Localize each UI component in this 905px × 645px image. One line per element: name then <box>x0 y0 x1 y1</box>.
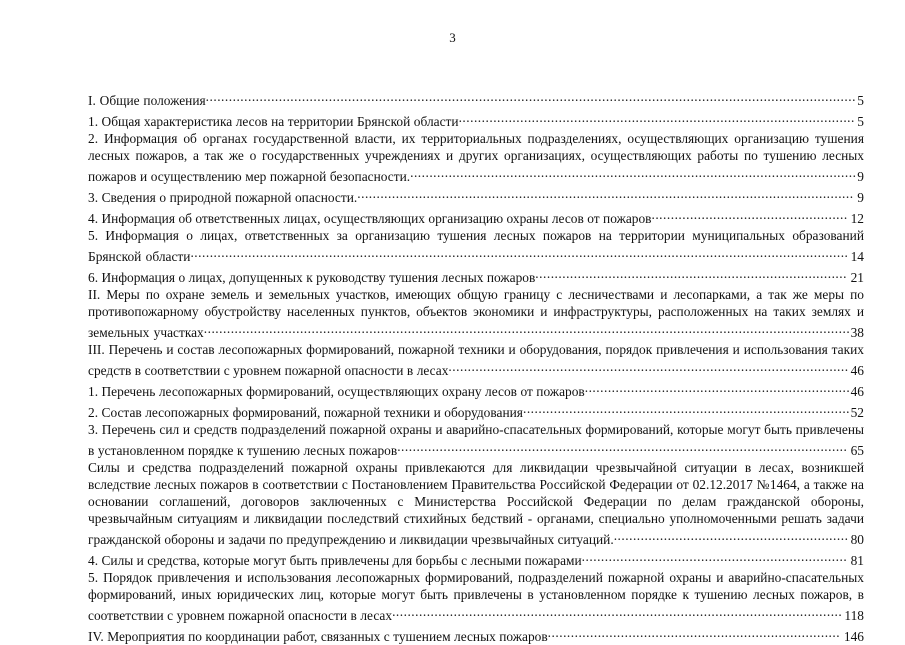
dot-leader: ..................................................................................................................... <box>397 439 848 454</box>
toc-entry-page: 146 <box>843 629 864 644</box>
toc-entry-title: 5. Информация о лицах, ответственных за организацию тушения лесных пожаров на территории муниципальных образований Брянской области <box>88 228 864 264</box>
toc-entry-title: 1. Общая характеристика лесов на территории Брянской области <box>88 114 459 129</box>
toc-entry-page: 9 <box>857 190 864 205</box>
dot-leader: ............................................................................ <box>547 625 841 640</box>
dot-leader: ................................................... <box>651 207 848 222</box>
dot-leader: ............................................................. <box>613 528 849 543</box>
toc-entry-title: 5. Порядок привлечения и использования лесопожарных формирований, подразделений пожарной охраны и аварийно-спасательных формирований, иных юридических лиц, которые могут быть привлечены в установленном порядке к тушению лесных пожаров, в соответствии с уровнем пожарной опасности в лесах <box>88 570 864 623</box>
toc-entry[interactable] <box>88 265 864 286</box>
toc-entry-title: 4. Информация об ответственных лицах, осуществляющих организацию охраны лесов от пожаров <box>88 211 652 226</box>
toc-entry[interactable] <box>88 185 864 206</box>
toc-entry[interactable] <box>88 400 864 421</box>
toc-entry-title: Силы и средства подразделений пожарной охраны привлекаются для ликвидации чрезвычайной ситуации в лесах, возникшей вследствие лесных пожаров в соответствии с Постановлением Правительства Российской Федерации от 02.12.2017 №1464, а также на основании соглашений, договоров заключенных с Министерства Российской Федерации по делам гражданской обороны, чрезвычайным ситуациям и ликвидации последствий стихийных бедствий - органами, специально уполномоченными решать задачи гражданской обороны и задачи по предупреждению и ликвидации чрезвычайных ситуаций. <box>88 460 864 547</box>
dot-leader: ........................................................................................................................................................................ <box>203 321 851 336</box>
toc-entry-title: II. Меры по охране земель и земельных участков, имеющих общую границу с лесничествами и лесопарками, а так же меры по противопожарному обустройству населенных пунктов, объектов экономики и инфраструктуры, расположенных на таких землях и земельных участках <box>88 287 864 340</box>
dot-leader: ..................................................................... <box>584 380 851 395</box>
toc-entry[interactable] <box>88 459 864 548</box>
toc-entry-page: 81 <box>850 553 864 568</box>
dot-leader: ........................................................................................................................................................................... <box>190 245 849 260</box>
toc-entry[interactable] <box>88 206 864 227</box>
dot-leader: .................................................................................................................... <box>410 165 857 180</box>
toc-entry[interactable] <box>88 341 864 379</box>
toc-entry-page: 52 <box>850 405 864 420</box>
toc-entry-title: I. Общие положения <box>88 93 206 108</box>
toc-entry-title: III. Перечень и состав лесопожарных формирований, пожарной техники и оборудования, порядок привлечения и использования таких средств в соответствии с уровнем пожарной опасности в лесах <box>88 342 864 378</box>
dot-leader: ..................................................................... <box>581 549 848 564</box>
toc-entry[interactable] <box>88 88 864 109</box>
toc-entry-title: 3. Сведения о природной пожарной опасности. <box>88 190 358 205</box>
dot-leader: ..................................................................................... <box>522 401 851 416</box>
page-number: 3 <box>449 30 456 45</box>
toc-entry-page: 14 <box>850 249 864 264</box>
table-of-contents <box>88 88 864 645</box>
dot-leader: ................................................................................. <box>535 266 847 281</box>
toc-entry-title: 1. Перечень лесопожарных формирований, осуществляющих охрану лесов от пожаров <box>88 384 585 399</box>
toc-entry-page: 80 <box>850 532 864 547</box>
toc-entry-title: 6. Информация о лицах, допущенных к руководству тушения лесных пожаров <box>88 270 536 285</box>
toc-entry-title: IV. Мероприятия по координации работ, связанных с тушением лесных пожаров <box>88 629 548 644</box>
toc-entry-title: 4. Силы и средства, которые могут быть привлечены для борьбы с лесными пожарами <box>88 553 582 568</box>
toc-entry-page: 46 <box>850 384 864 399</box>
toc-entry-page: 21 <box>850 270 864 285</box>
toc-entry[interactable] <box>88 130 864 185</box>
toc-entry[interactable] <box>88 548 864 569</box>
toc-entry[interactable] <box>88 421 864 459</box>
toc-entry[interactable] <box>88 286 864 341</box>
dot-leader: ......................................................................................................................................................................... <box>205 89 856 104</box>
dot-leader: ..................................................................................................................... <box>392 604 843 619</box>
toc-entry-page: 5 <box>857 93 864 108</box>
toc-entry-title: 2. Состав лесопожарных формирований, пожарной техники и оборудования <box>88 405 523 420</box>
toc-entry-page: 12 <box>850 211 864 226</box>
toc-entry-title: 3. Перечень сил и средств подразделений пожарной охраны и аварийно-спасательных формирований, которые могут быть привлечены в установленном порядке к тушению лесных пожаров <box>88 422 864 458</box>
toc-entry[interactable] <box>88 379 864 400</box>
dot-leader: ........................................................................................................ <box>448 359 849 374</box>
dot-leader: ................................................................................................................................. <box>357 186 854 201</box>
toc-entry-page: 5 <box>857 114 864 129</box>
toc-entry[interactable] <box>88 624 864 645</box>
dot-leader: ....................................................................................................... <box>458 110 855 125</box>
toc-entry[interactable] <box>88 227 864 265</box>
toc-entry-page: 46 <box>850 363 864 378</box>
toc-entry-page: 9 <box>857 169 864 184</box>
toc-entry-title: 2. Информация об органах государственной власти, их территориальных подразделениях, осуществляющих организацию тушения лесных пожаров, а так же о государственных учреждениях и других организациях, осуществляющих работы по тушению лесных пожаров и осуществлению мер пожарной безопасности. <box>88 131 864 184</box>
toc-entry[interactable] <box>88 109 864 130</box>
toc-entry-page: 65 <box>850 443 864 458</box>
toc-entry[interactable] <box>88 569 864 624</box>
toc-entry-page: 38 <box>850 325 864 340</box>
toc-entry-page: 118 <box>844 608 864 623</box>
